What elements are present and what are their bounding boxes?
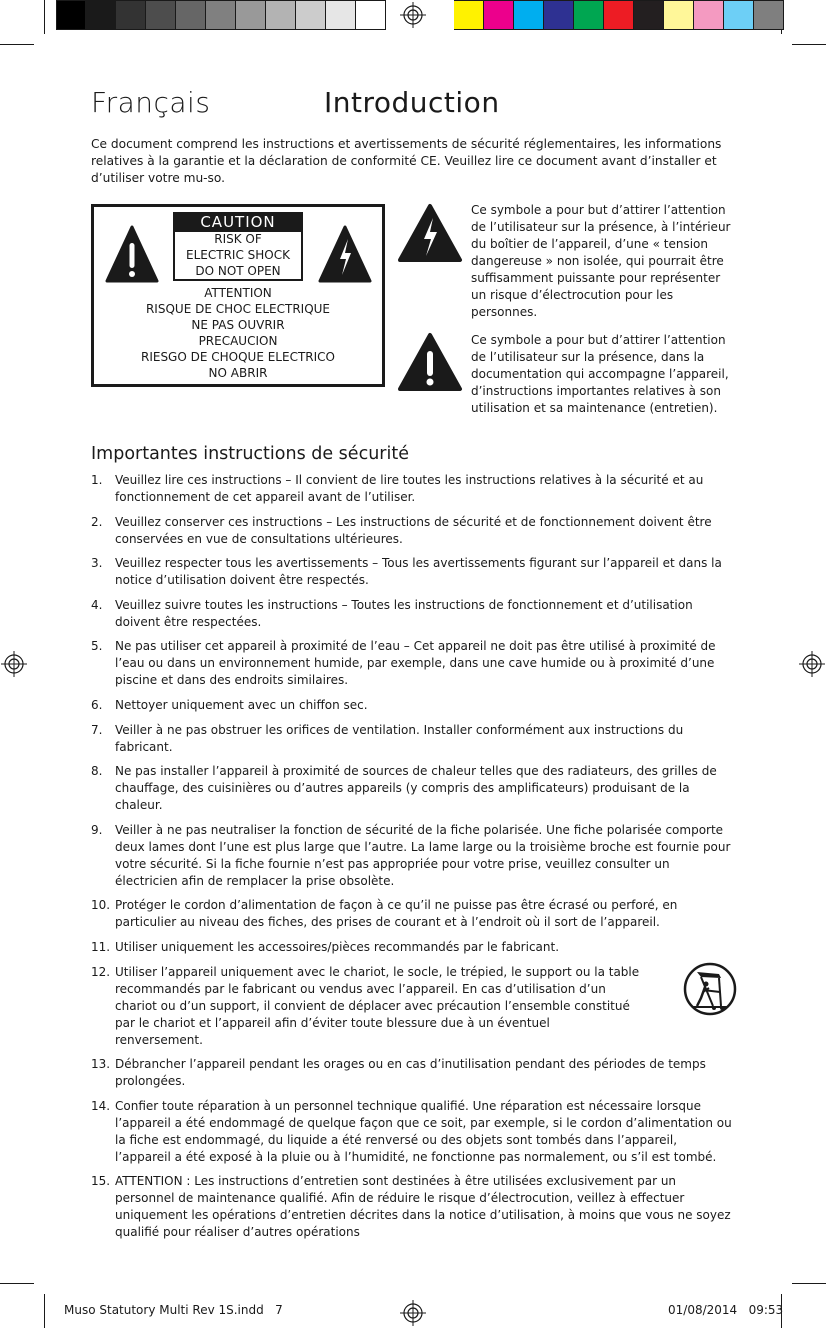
caution-line: PRECAUCION (198, 334, 278, 348)
caution-line: NE PAS OUVRIR (191, 318, 285, 332)
item-text: Ne pas installer l’appareil à proximité de sources de chaleur telles que des radiateurs, des grilles de chauffage, des cuisinières ou d’autres appareils (y compris des amplificateurs) produisant de la chaleur. (115, 764, 717, 813)
item-text: Veuillez suivre toutes les instructions – Toutes les instructions de fonctionnement et d’utilisation doivent être respectées. (115, 597, 693, 629)
color-swatch (544, 0, 574, 30)
list-item (91, 939, 736, 956)
item-number: 7. (91, 722, 103, 737)
item-text: Protéger le cordon d’alimentation de façon à ce qu’il ne puisse pas être écrasé ou perforé, en particulier au niveau des fiches, des prises de courant et à l’endroit où il sort de l’appareil. (115, 898, 678, 930)
list-item (91, 897, 736, 931)
color-swatch (176, 0, 206, 30)
item-text: Veuillez conserver ces instructions – Les instructions de sécurité et de fonctionnement doivent être conservées en vue de consultations ultérieures. (115, 514, 712, 546)
item-text: Veuillez lire ces instructions – Il convient de lire toutes les instructions relatives à la sécurité et au fonctionnement de cet appareil avant de l’utiliser. (115, 473, 704, 504)
crop-mark (44, 0, 45, 34)
item-number: 15. (91, 1174, 111, 1189)
color-swatch (296, 0, 326, 30)
caution-line: RISQUE DE CHOC ELECTRIQUE (145, 302, 331, 316)
caution-english-text (173, 231, 303, 281)
list-item (91, 472, 736, 506)
item-number: 8. (91, 764, 103, 779)
color-swatch (574, 0, 604, 30)
caution-line: DO NOT OPEN (195, 264, 281, 278)
lightning-symbol-description: Ce symbole a pour but d’attirer l’attention de l’utilisateur sur la présence, à l’intérieur du boîtier de l’appareil, d’une « tension dangereuse » non isolée, qui pourrait être suffisamment puissante pour représenter un risque d’électrocution pour les personnes. (471, 203, 731, 319)
caution-line: ATTENTION (204, 286, 272, 300)
color-swatch (356, 0, 386, 30)
list-item (91, 763, 736, 814)
print-slug-date: 01/08/2014 09:53 (668, 1303, 784, 1317)
caution-label: CAUTION (173, 212, 303, 232)
print-slug-filename: Muso Statutory Multi Rev 1S.indd 7 (64, 1303, 283, 1317)
section-title: Importantes instructions de sécurité (91, 444, 409, 464)
item-number: 2. (91, 514, 103, 529)
language-heading: Français (91, 86, 211, 119)
item-number: 13. (91, 1057, 111, 1072)
item-text: Utiliser uniquement les accessoires/pièces recommandés par le fabricant. (115, 939, 560, 954)
color-swatch (86, 0, 116, 30)
warning-exclamation-icon (105, 225, 159, 283)
caution-line: NO ABRIR (208, 366, 268, 380)
item-text: ATTENTION : Les instructions d’entretien sont destinées à être utilisées exclusivement par un personnel de maintenance qualifié. Afin de réduire le risque d’électrocution, veillez à effectuer uniquement les opérations d’entretien décrites dans la notice d’utilisation, à moins que vous ne soyez qualifié pour réaliser d’autres opérations (115, 1174, 731, 1240)
color-swatch (754, 0, 784, 30)
color-swatch (326, 0, 356, 30)
lightning-warning-icon (318, 225, 372, 283)
color-swatch (604, 0, 634, 30)
registration-mark-icon (400, 1300, 426, 1326)
exclamation-symbol-description: Ce symbole a pour but d’attirer l’attention de l’utilisateur sur la présence, dans la documentation qui accompagne l’appareil, d’instructions importantes relatives à son utilisation et sa maintenance (entretien). (471, 333, 729, 415)
list-item (91, 964, 736, 1049)
color-swatch (56, 0, 86, 30)
caution-line: ELECTRIC SHOCK (186, 248, 290, 262)
color-swatch (116, 0, 146, 30)
item-number: 4. (91, 597, 103, 612)
list-item (91, 1173, 736, 1241)
color-swatch (206, 0, 236, 30)
item-text: Nettoyer uniquement avec un chiffon sec. (115, 697, 368, 712)
lightning-warning-icon (397, 203, 463, 263)
list-item (91, 1098, 736, 1166)
color-swatch (664, 0, 694, 30)
item-number: 9. (91, 822, 103, 837)
item-text: Veiller à ne pas neutraliser la fonction de sécurité de la fiche polarisée. Une fiche polarisée comporte deux lames dont l’une est plus large que l’autre. La lame large ou la troisième broche est fournie pour votre sécurité. Si la fiche fournie n’est pas appropriée pour votre prise, veuillez consulter un électricien afin de remplacer la prise obsolète. (115, 822, 731, 888)
color-swatch (514, 0, 544, 30)
caution-translations (91, 285, 385, 381)
color-swatch (484, 0, 514, 30)
list-item (91, 697, 736, 714)
list-item (91, 597, 736, 631)
item-text: Ne pas utiliser cet appareil à proximité de l’eau – Cet appareil ne doit pas être utilisé à proximité de l’eau ou dans un environnement humide, par exemple, dans une cave humide ou à proximité d’une piscine et dans des endroits similaires. (115, 639, 716, 688)
caution-line: RISK OF (214, 232, 262, 246)
registration-mark-icon (400, 2, 426, 28)
item-number: 10. (91, 898, 111, 913)
item-text: Confier toute réparation à un personnel technique qualifié. Une réparation est nécessaire lorsque l’appareil a été endommagé de quelque façon que ce soit, par exemple, si le cordon d’alimentation ou la fiche est endommagé, du liquide a été renversé ou des objets sont tombés dans l’appareil, l’appareil a été exposé à la pluie ou à l’humidité, ne fonctionne pas normalement, ou s’il est tombé. (115, 1098, 732, 1164)
crop-mark (44, 1294, 45, 1328)
crop-mark (0, 44, 34, 45)
crop-mark (792, 44, 826, 45)
item-number: 5. (91, 639, 103, 654)
color-swatch (724, 0, 754, 30)
page-title: Introduction (324, 86, 500, 119)
item-number: 6. (91, 697, 103, 712)
item-number: 12. (91, 964, 111, 979)
color-swatch (694, 0, 724, 30)
item-number: 1. (91, 473, 103, 487)
item-text: Veuillez respecter tous les avertissements – Tous les avertissements figurant sur l’appareil et dans la notice d’utilisation doivent être respectés. (115, 556, 722, 588)
item-text: Débrancher l’appareil pendant les orages ou en cas d’inutilisation pendant des périodes de temps prolongées. (115, 1057, 706, 1089)
crop-mark (0, 1283, 34, 1284)
warning-exclamation-icon (397, 332, 463, 392)
list-item (91, 514, 736, 548)
color-swatch (634, 0, 664, 30)
item-number: 11. (91, 939, 111, 954)
list-item (91, 822, 736, 890)
item-number: 3. (91, 556, 103, 571)
color-swatch (236, 0, 266, 30)
color-swatch (266, 0, 296, 30)
color-swatch (454, 0, 484, 30)
safety-instructions-list (91, 472, 736, 1249)
cart-tipover-warning-icon (683, 962, 737, 1016)
list-item (91, 638, 736, 689)
registration-mark-icon (1, 651, 27, 677)
list-item (91, 1056, 736, 1090)
item-text: Utiliser l’appareil uniquement avec le chariot, le socle, le trépied, le support ou la table recommandés par le fabricant ou vendus avec l’appareil. En cas d’utilisation d’un chariot ou d’un support, il convient de déplacer avec précaution l’ensemble constitué par le chariot et l’appareil afin d’éviter toute blessure due à un éventuel renversement. (115, 964, 640, 1047)
crop-mark (792, 1283, 826, 1284)
registration-mark-icon (799, 651, 825, 677)
item-number: 14. (91, 1098, 111, 1113)
item-text: Veiller à ne pas obstruer les orifices de ventilation. Installer conformément aux instructions du fabricant. (115, 722, 684, 754)
caution-line: RIESGO DE CHOQUE ELECTRICO (140, 350, 335, 364)
list-item (91, 722, 736, 756)
list-item (91, 555, 736, 589)
color-swatch (146, 0, 176, 30)
intro-paragraph: Ce document comprend les instructions et avertissements de sécurité réglementaires, les informations relatives à la garantie et la déclaration de conformité CE. Veuillez lire ce document avant d’installer et d’utiliser votre mu-so. (91, 137, 722, 185)
